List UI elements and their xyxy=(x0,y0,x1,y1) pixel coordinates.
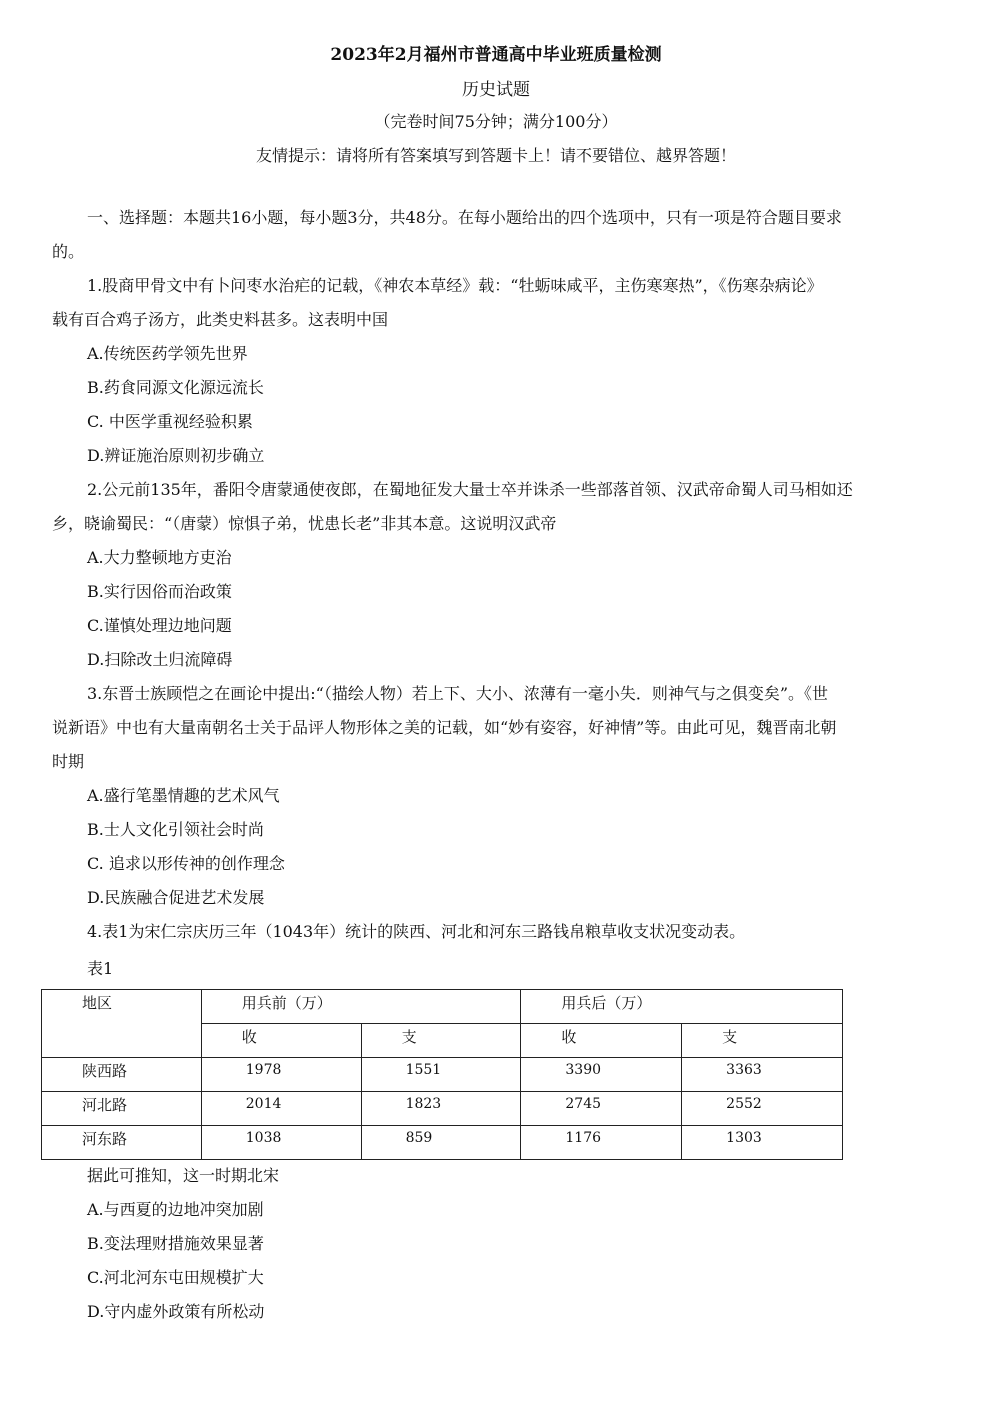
cell-after-expense: 1303 xyxy=(682,1126,843,1160)
cell-before-income: 1038 xyxy=(201,1126,361,1160)
table-row xyxy=(42,1058,843,1092)
q4-stem-after: 据此可推知，这一时期北宋 xyxy=(87,1166,280,1185)
cell-after-income: 2745 xyxy=(521,1092,682,1126)
q2-option-d: D.扫除改土归流障碍 xyxy=(87,650,233,669)
table-caption: 表1 xyxy=(87,959,114,978)
time-info: （完卷时间75分钟；满分100分） xyxy=(374,112,618,131)
q4-option-c: C.河北河东屯田规模扩大 xyxy=(87,1268,264,1287)
cell-before-expense: 859 xyxy=(361,1126,521,1160)
revenue-table xyxy=(41,989,843,1160)
q1-option-b: B.药食同源文化源远流长 xyxy=(87,378,264,397)
q1-option-d: D.辨证施治原则初步确立 xyxy=(87,446,265,465)
q1-stem-cont: 载有百合鸡子汤方，此类史料甚多。这表明中国 xyxy=(52,310,389,329)
q1-option-a: A.传统医药学领先世界 xyxy=(87,344,248,363)
cell-after-expense: 3363 xyxy=(682,1058,843,1092)
table-row xyxy=(42,1126,843,1160)
q3-stem-cont2: 时期 xyxy=(52,752,85,771)
row-region: 陕西路 xyxy=(42,1058,202,1092)
cell-after-income: 3390 xyxy=(521,1058,682,1092)
exam-title: 2023年2月福州市普通高中毕业班质量检测 xyxy=(330,45,662,65)
subheader-before-expense: 支 xyxy=(361,1024,521,1058)
q2-option-c: C.谨慎处理边地问题 xyxy=(87,616,232,635)
subheader-after-expense: 支 xyxy=(682,1024,843,1058)
cell-after-income: 1176 xyxy=(521,1126,682,1160)
q2-option-b: B.实行因俗而治政策 xyxy=(87,582,232,601)
cell-before-income: 1978 xyxy=(201,1058,361,1092)
q2-stem-cont: 乡，晓谕蜀民：“（唐蒙）惊惧子弟，忧患长老”非其本意。这说明汉武帝 xyxy=(52,514,557,533)
q3-option-c: C. 追求以形传神的创作理念 xyxy=(87,854,285,873)
q3-option-b: B.士人文化引领社会时尚 xyxy=(87,820,264,839)
header-after: 用兵后（万） xyxy=(521,990,843,1024)
q4-stem: 4.表1为宋仁宗庆历三年（1043年）统计的陕西、河北和河东三路钱帛粮草收支状况变动表。 xyxy=(87,922,746,941)
header-before: 用兵前（万） xyxy=(201,990,521,1024)
subheader-before-income: 收 xyxy=(201,1024,361,1058)
header-region: 地区 xyxy=(42,990,202,1058)
cell-before-expense: 1551 xyxy=(361,1058,521,1092)
q2-option-a: A.大力整顿地方吏治 xyxy=(87,548,232,567)
q2-stem: 2.公元前135年，番阳令唐蒙通使夜郎，在蜀地征发大量士卒并诛杀一些部落首领、汉武帝命蜀人司马相如还 xyxy=(87,480,853,499)
section-intro-cont: 的。 xyxy=(52,242,85,261)
q1-stem: 1.股商甲骨文中有卜问枣水治疟的记载，《神农本草经》载：“牡蛎味咸平，主伤寒寒热”，《伤寒杂病论》 xyxy=(87,276,823,295)
q4-option-b: B.变法理财措施效果显著 xyxy=(87,1234,264,1253)
q1-option-c: C. 中医学重视经验积累 xyxy=(87,412,253,431)
q3-option-a: A.盛行笔墨情趣的艺术风气 xyxy=(87,786,280,805)
q4-option-a: A.与西夏的边地冲突加剧 xyxy=(87,1200,264,1219)
q3-stem: 3.东晋士族顾恺之在画论中提出:“（描绘人物）若上下、大小、浓薄有一毫小失．则神气与之俱变矣”。《世 xyxy=(87,684,829,703)
q3-stem-cont: 说新语》中也有大量南朝名士关于品评人物形体之美的记载，如“妙有姿容，好神情”等。由此可见，魏晋南北朝 xyxy=(52,718,837,737)
row-region: 河东路 xyxy=(42,1126,202,1160)
section-intro: 一、选择题：本题共16小题，每小题3分，共48分。在每小题给出的四个选项中，只有一项是符合题目要求 xyxy=(87,208,842,227)
q3-option-d: D.民族融合促进艺术发展 xyxy=(87,888,265,907)
table-row xyxy=(42,1092,843,1126)
exam-subtitle: 历史试题 xyxy=(462,80,530,100)
friendly-tip: 友情提示：请将所有答案填写到答题卡上！请不要错位、越界答题！ xyxy=(255,146,736,165)
cell-after-expense: 2552 xyxy=(682,1092,843,1126)
subheader-after-income: 收 xyxy=(521,1024,682,1058)
q4-option-d: D.守内虚外政策有所松动 xyxy=(87,1302,265,1321)
cell-before-income: 2014 xyxy=(201,1092,361,1126)
cell-before-expense: 1823 xyxy=(361,1092,521,1126)
row-region: 河北路 xyxy=(42,1092,202,1126)
